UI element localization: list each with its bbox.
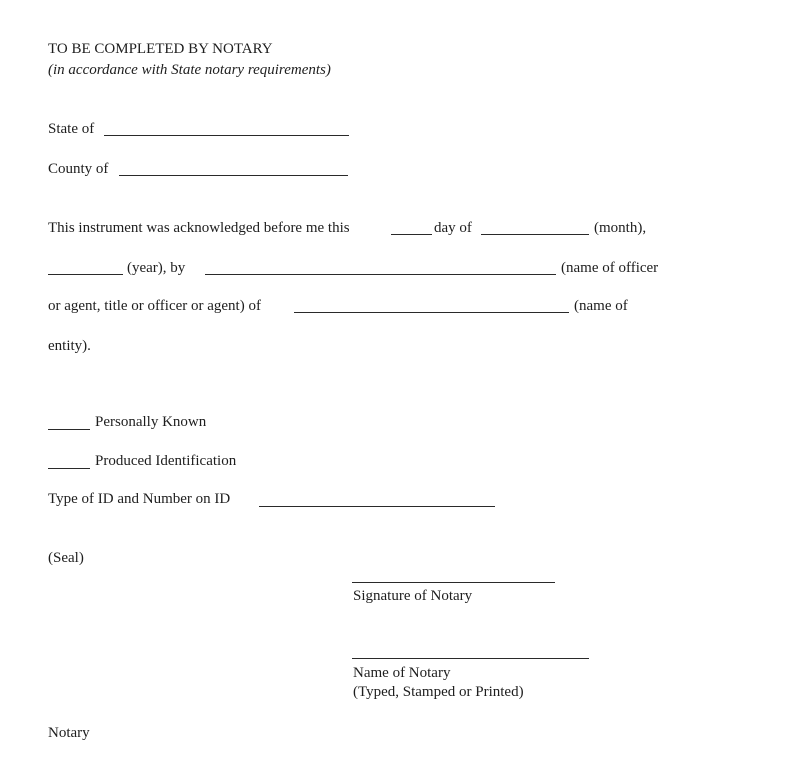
month-blank[interactable] [481,234,589,235]
ack-line3-text-b: (name of [574,298,628,314]
county-blank[interactable] [119,175,348,176]
seal-label: (Seal) [48,550,84,566]
notary-name-label: Name of Notary [353,665,451,681]
footer-notary: Notary [48,725,90,741]
ack-line2-text-b: (name of officer [561,260,659,276]
entity-name-blank[interactable] [294,312,569,313]
produced-id-label: Produced Identification [95,453,237,469]
id-type-label: Type of ID and Number on ID [48,491,231,507]
form-subtitle: (in accordance with State notary requirements) [48,62,331,78]
ack-line2-text-a: (year), by [127,260,186,276]
ack-line1-text-a: This instrument was acknowledged before me this [48,220,350,236]
signature-line[interactable] [352,582,555,583]
notary-name-line[interactable] [352,658,589,659]
ack-line4-text: entity). [48,338,91,354]
ack-line3-text-a: or agent, title or officer or agent) of [48,298,261,314]
state-blank[interactable] [104,135,349,136]
state-label: State of [48,121,95,137]
ack-line1-text-c: (month), [594,220,647,236]
notary-name-note: (Typed, Stamped or Printed) [353,684,524,700]
ack-line1-text-b: day of [434,220,472,236]
produced-id-blank[interactable] [48,468,90,469]
day-blank[interactable] [391,234,432,235]
personally-known-label: Personally Known [95,414,207,430]
form-title: TO BE COMPLETED BY NOTARY [48,41,273,57]
year-blank[interactable] [48,274,123,275]
personally-known-blank[interactable] [48,429,90,430]
county-label: County of [48,161,109,177]
id-type-blank[interactable] [259,506,495,507]
signature-label: Signature of Notary [353,588,473,604]
officer-name-blank[interactable] [205,274,556,275]
